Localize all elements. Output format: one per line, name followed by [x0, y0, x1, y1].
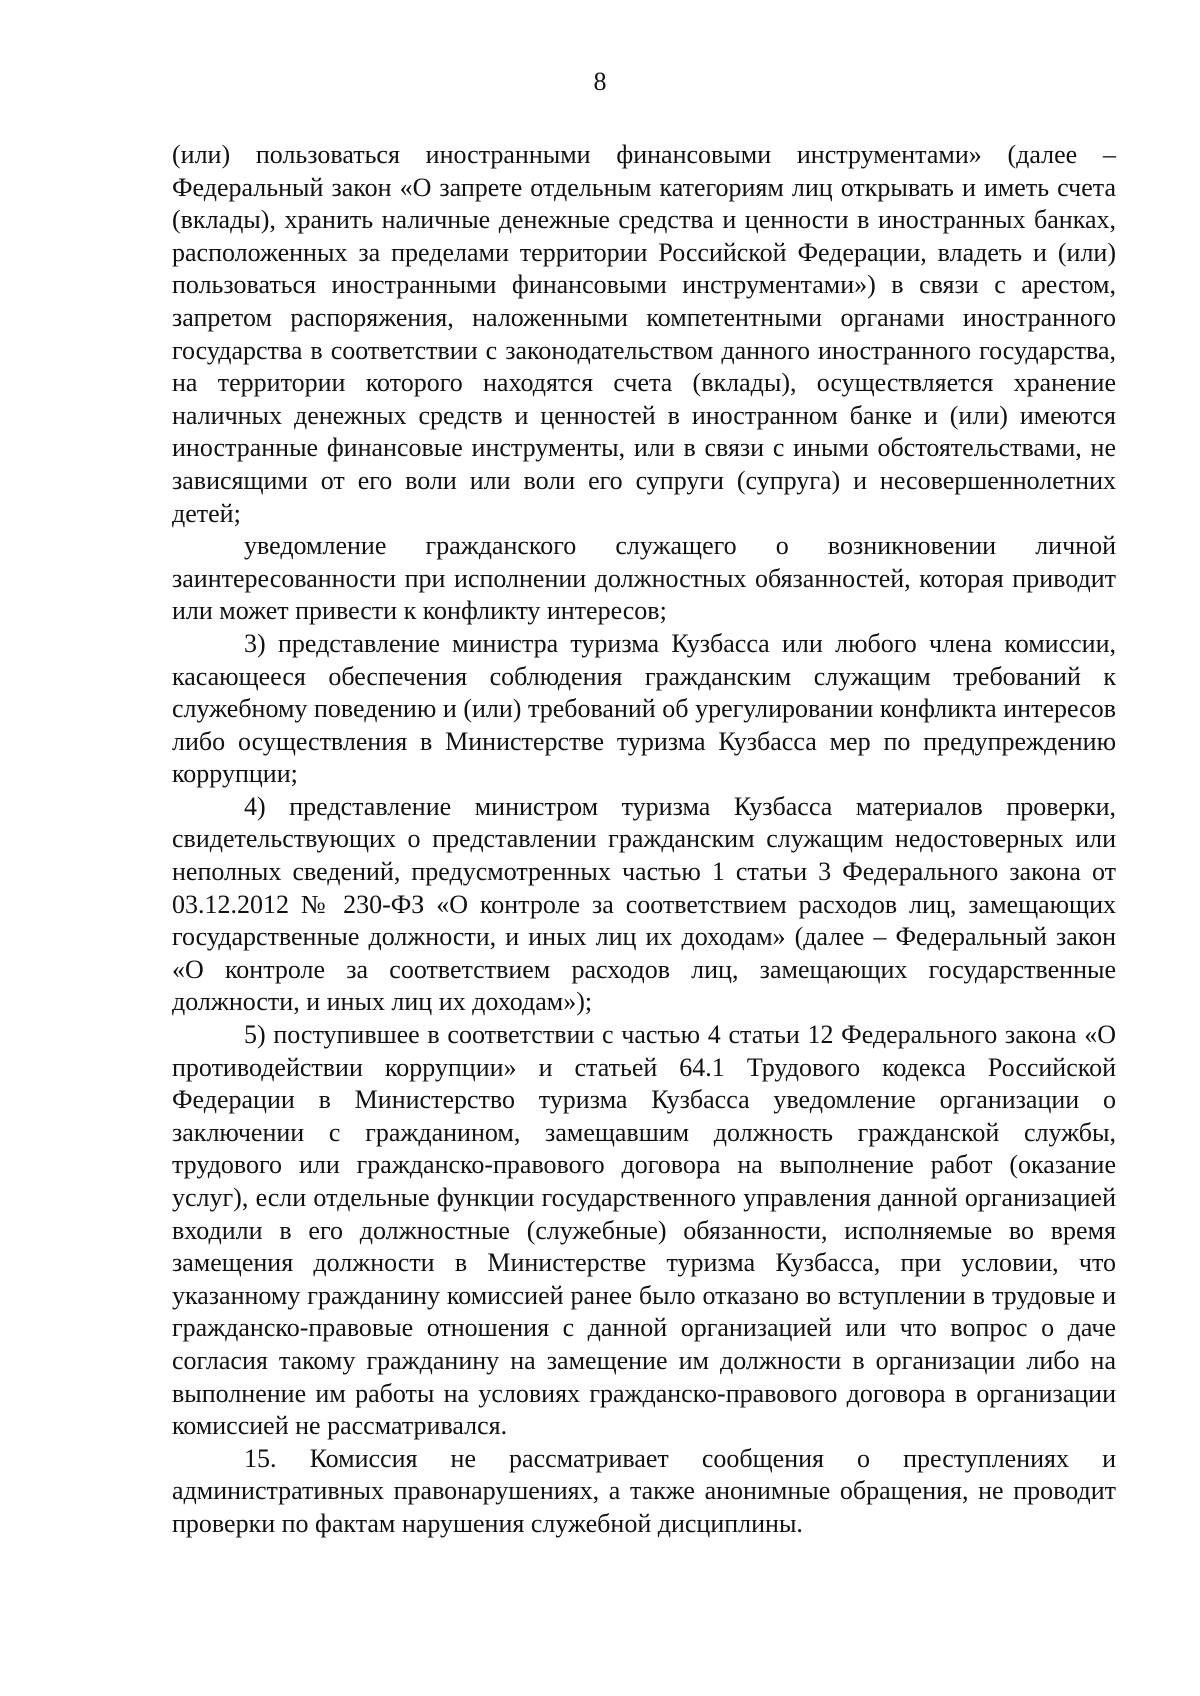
paragraph-continuation: (или) пользоваться иностранными финансовыми инструментами» (далее – Федеральный закон «О запрете отдельным категориям лиц открывать и иметь счета (вклады), хранить наличные денежные средства и ценности в иностранных банках, расположенных за пределами территории Российской Федерации, владеть и (или) пользоваться иностранными финансовыми инструментами») в связи с арестом, запретом распоряжения, наложенными компетентными органами иностранного государства в соответствии с законодательством данного иностранного государства, на территории которого находятся счета (вклады), осуществляется хранение наличных денежных средств и ценностей в иностранном банке и (или) имеются иностранные финансовые инструменты, или в связи с иными обстоятельствами, не зависящими от его воли или воли его супруги (супруга) и несовершеннолетних детей;: [172, 140, 1116, 528]
page-number: 8: [593, 67, 607, 96]
paragraph-item-5: 5) поступившее в соответствии с частью 4 статьи 12 Федерального закона «О противодействии коррупции» и статьей 64.1 Трудового кодекса Российской Федерации в Министерство туризма Кузбасса уведомление организации о заключении с гражданином, замещавшим должность гражданской службы, трудового или гражданско-правового договора на выполнение работ (оказание услуг), если отдельные функции государственного управления данной организацией входили в его должностные (служебные) обязанности, исполняемые во время замещения должности в Министерстве туризма Кузбасса, при условии, что указанному гражданину комиссией ранее было отказано во вступлении в трудовые и гражданско-правовые отношения с данной организацией или что вопрос о даче согласия такому гражданину на замещение им должности в организации либо на выполнение им работы на условиях гражданско-правового договора в организации комиссией не рассматривался.: [172, 1020, 1116, 1441]
paragraph-item-4: 4) представление министром туризма Кузбасса материалов проверки, свидетельствующих о представлении гражданским служащим недостоверных или неполных сведений, предусмотренных частью 1 статьи 3 Федерального закона от 03.12.2012 № 230-ФЗ «О контроле за соответствием расходов лиц, замещающих государственные должности, и иных лиц их доходам» (далее – Федеральный закон «О контроле за соответствием расходов лиц, замещающих государственные должности, и иных лиц их доходам»);: [172, 791, 1116, 1017]
paragraph-notification-conflict: уведомление гражданского служащего о возникновении личной заинтересованности при исполнении должностных обязанностей, которая приводит или может привести к конфликту интересов;: [172, 531, 1116, 626]
paragraph-section-15: 15. Комиссия не рассматривает сообщения о преступлениях и административных правонарушениях, а также анонимные обращения, не проводит проверки по фактам нарушения служебной дисциплины.: [172, 1443, 1116, 1538]
paragraph-item-3: 3) представление министра туризма Кузбасса или любого члена комиссии, касающееся обеспечения соблюдения гражданским служащим требований к служебному поведению и (или) требований об урегулировании конфликта интересов либо осуществления в Министерстве туризма Кузбасса мер по предупреждению коррупции;: [172, 628, 1116, 789]
document-body: [172, 139, 1116, 1541]
